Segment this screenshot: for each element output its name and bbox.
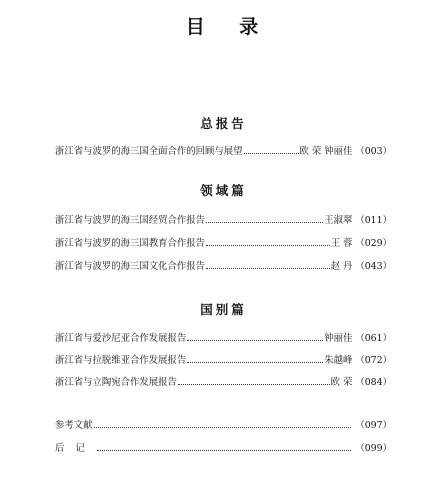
dot-leader: [206, 245, 330, 246]
entry-author: 赵 丹: [330, 261, 353, 272]
toc-entry[interactable]: [55, 333, 392, 345]
page-title: 目 录: [185, 16, 273, 38]
entry-author: 王淑翠: [324, 215, 353, 226]
entry-page: （029）: [355, 238, 392, 249]
toc-entry-afterword[interactable]: [55, 443, 392, 455]
entry-title: 浙江省与波罗的海三国文化合作报告: [55, 261, 206, 272]
entry-author: 欧 荣 钟丽佳: [299, 146, 353, 157]
dot-leader: [94, 427, 352, 428]
entry-title: 浙江省与立陶宛合作发展报告: [55, 377, 177, 388]
entry-title: 浙江省与波罗的海三国全面合作的回顾与展望: [55, 146, 243, 157]
entry-page: （043）: [355, 261, 392, 272]
dot-leader: [244, 153, 299, 154]
entry-page: （072）: [355, 355, 392, 366]
dot-leader: [178, 384, 330, 385]
entry-title: 后记: [55, 443, 96, 454]
entry-author: 王 蓉: [330, 238, 353, 249]
entry-title: 浙江省与波罗的海三国教育合作报告: [55, 238, 206, 249]
toc-entry[interactable]: [55, 146, 392, 158]
entry-title: 参考文献: [55, 420, 93, 431]
entry-title: 浙江省与爱沙尼亚合作发展报告: [55, 333, 187, 344]
entry-title: 浙江省与波罗的海三国经贸合作报告: [55, 215, 206, 226]
entry-page: （003）: [355, 146, 392, 157]
entry-title: 浙江省与拉脱维亚合作发展报告: [55, 355, 187, 366]
section-heading-domain: 领域篇: [200, 183, 247, 198]
entry-author: 欧 荣: [330, 377, 353, 388]
toc-entry[interactable]: [55, 261, 392, 273]
entry-author: 钟丽佳: [324, 333, 353, 344]
section-heading-general-report: 总报告: [200, 116, 247, 131]
entry-page: （011）: [355, 215, 392, 226]
entry-page: （097）: [355, 420, 392, 431]
dot-leader: [97, 450, 352, 451]
entry-page: （084）: [355, 377, 392, 388]
dot-leader: [206, 268, 330, 269]
entry-page: （099）: [355, 443, 392, 454]
toc-entry[interactable]: [55, 377, 392, 389]
section-heading-country: 国别篇: [200, 302, 247, 317]
entry-page: （061）: [355, 333, 392, 344]
toc-entry[interactable]: [55, 215, 392, 227]
toc-entry[interactable]: [55, 355, 392, 367]
dot-leader: [206, 222, 323, 223]
toc-entry-references[interactable]: [55, 420, 392, 432]
toc-entry[interactable]: [55, 238, 392, 250]
entry-author: 朱越峰: [324, 355, 353, 366]
dot-leader: [187, 340, 323, 341]
dot-leader: [187, 362, 323, 363]
